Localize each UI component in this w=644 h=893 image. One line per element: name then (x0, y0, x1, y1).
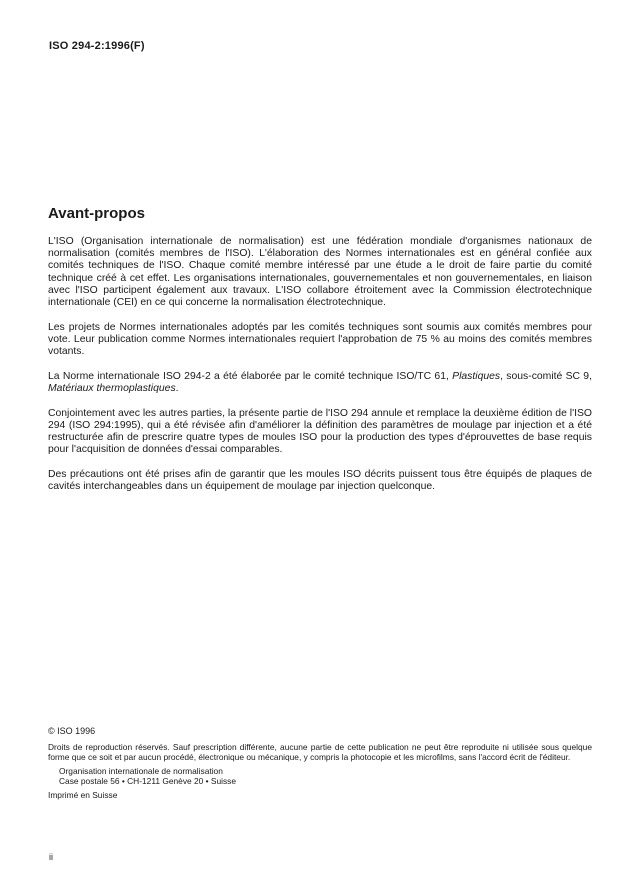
postal-address: Case postale 56 • CH-1211 Genève 20 • Suisse (59, 775, 237, 786)
rights-statement: Droits de reproduction réservés. Sauf prescription différente, aucune partie de cette publication ne peut être reproduite ni utilisée sous quelque forme que ce soit et par aucun procédé, électronique ou mécanique, y compris la photocopie et les microfilms, sans l'accord écrit de l'éditeur. (48, 742, 592, 763)
committee-thermoplastiques: Matériaux thermoplastiques (48, 383, 176, 395)
foreword-body (48, 236, 592, 506)
page-title: Avant-propos (48, 205, 145, 222)
committee-plastiques: Plastiques (452, 370, 501, 382)
paragraph-iso-description: L'ISO (Organisation internationale de normalisation) est une fédération mondiale d'organismes nationaux de normalisation (comités membres de l'ISO). L'élaboration des Normes internationales est en général confiée aux comités techniques de l'ISO. Chaque comité membre intéressé par une étude a le droit de faire partie du comité technique créé à cet effet. Les organisations internationales, gouvernementales et non gouvernementales, en liaison avec l'ISO participent également aux travaux. L'ISO collabore étroitement avec la Commission électrotechnique internationale (CEI) en ce qui concerne la normalisation électrotechnique. (48, 236, 592, 309)
committee-text-2: , sous-comité SC 9, (500, 370, 592, 382)
paragraph-committee (48, 371, 592, 395)
paragraph-precautions: Des précautions ont été prises afin de garantir que les moules ISO décrits puissent tous être équipés de plaques de cavités interchangeables dans un équipement de moulage par injection quelconque. (48, 469, 592, 493)
paragraph-voting: Les projets de Normes internationales adoptés par les comités techniques sont soumis aux comités membres pour vote. Leur publication comme Normes internationales requiert l'approbation de 75 % au moins des comités membres votants. (48, 321, 592, 358)
document-reference: ISO 294-2:1996(F) (49, 40, 145, 52)
paragraph-revision: Conjointement avec les autres parties, la présente partie de l'ISO 294 annule et remplace la deuxième édition de l'ISO 294 (ISO 294:1995), qui a été révisée afin d'améliorer la définition des paramètres de moulage par injection et a été restructurée afin de prescrire quatre types de moules ISO pour la production des types d'éprouvettes de base requis pour l'acquisition de données d'essai comparables. (48, 407, 592, 456)
committee-text-3: . (175, 383, 179, 395)
organization-name: Organisation internationale de normalisation (59, 765, 223, 776)
copyright-notice: © ISO 1996 (48, 726, 96, 736)
committee-text-1: La Norme internationale ISO 294-2 a été élaborée par le comité technique ISO/TC 61, (48, 370, 453, 382)
printed-in: Imprimé en Suisse (48, 790, 118, 801)
copyright-footer (48, 726, 592, 800)
page-number: ii (49, 852, 53, 862)
